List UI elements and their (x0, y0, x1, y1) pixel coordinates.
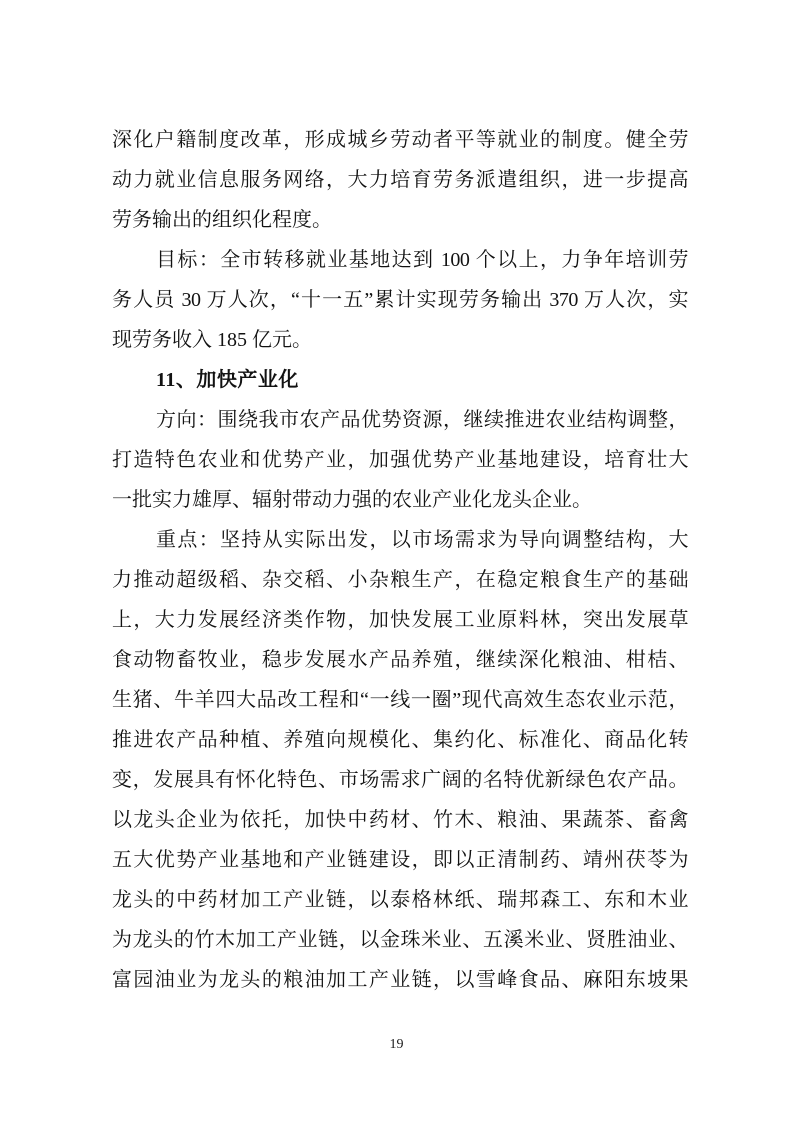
paragraph-line: 龙头的中药材加工产业链，以泰格林纸、瑞邦森工、东和木业 (112, 889, 688, 911)
paragraph-line: 以龙头企业为依托，加快中药材、竹木、粮油、果蔬茶、畜禽 (112, 809, 688, 831)
paragraph-line: 食动物畜牧业，稳步发展水产品养殖，继续深化粮油、柑桔、 (112, 649, 688, 671)
page-number: 19 (389, 1037, 404, 1052)
paragraph-line: 目标：全市转移就业基地达到 100 个以上，力争年培训劳 (156, 249, 688, 271)
paragraph-line: 劳务输出的组织化程度。 (112, 209, 332, 231)
paragraph-line: 动力就业信息服务网络，大力培育劳务派遣组织，进一步提高 (112, 169, 688, 191)
paragraph-line: 打造特色农业和优势产业，加强优势产业基地建设，培育壮大 (112, 449, 688, 471)
paragraph-line: 一批实力雄厚、辐射带动力强的农业产业化龙头企业。 (112, 489, 592, 511)
paragraph-line: 深化户籍制度改革，形成城乡劳动者平等就业的制度。健全劳 (112, 129, 688, 151)
paragraph-line: 生猪、牛羊四大品改工程和“一线一圈”现代高效生态农业示范， (112, 689, 688, 711)
section-heading: 11、加快产业化 (156, 369, 299, 391)
paragraph-line: 为龙头的竹木加工产业链，以金珠米业、五溪米业、贤胜油业、 (112, 929, 688, 951)
paragraph-line: 推进农产品种植、养殖向规模化、集约化、标准化、商品化转 (112, 729, 688, 751)
paragraph-line: 五大优势产业基地和产业链建设，即以正清制药、靖州茯苓为 (112, 849, 688, 871)
paragraph-line: 方向：围绕我市农产品优势资源，继续推进农业结构调整， (156, 409, 688, 431)
paragraph-line: 上，大力发展经济类作物，加快发展工业原料林，突出发展草 (112, 609, 688, 631)
paragraph-line: 富园油业为龙头的粮油加工产业链，以雪峰食品、麻阳东坡果 (112, 969, 688, 991)
paragraph-line: 力推动超级稻、杂交稻、小杂粮生产，在稳定粮食生产的基础 (112, 569, 688, 591)
paragraph-line: 重点：坚持从实际出发，以市场需求为导向调整结构，大 (156, 529, 688, 551)
paragraph-line: 现劳务收入 185 亿元。 (112, 329, 312, 351)
paragraph-line: 务人员 30 万人次，“十一五”累计实现劳务输出 370 万人次，实 (112, 289, 688, 311)
text-block (112, 120, 688, 1000)
paragraph-line: 变，发展具有怀化特色、市场需求广阔的名特优新绿色农产品。 (112, 769, 688, 791)
